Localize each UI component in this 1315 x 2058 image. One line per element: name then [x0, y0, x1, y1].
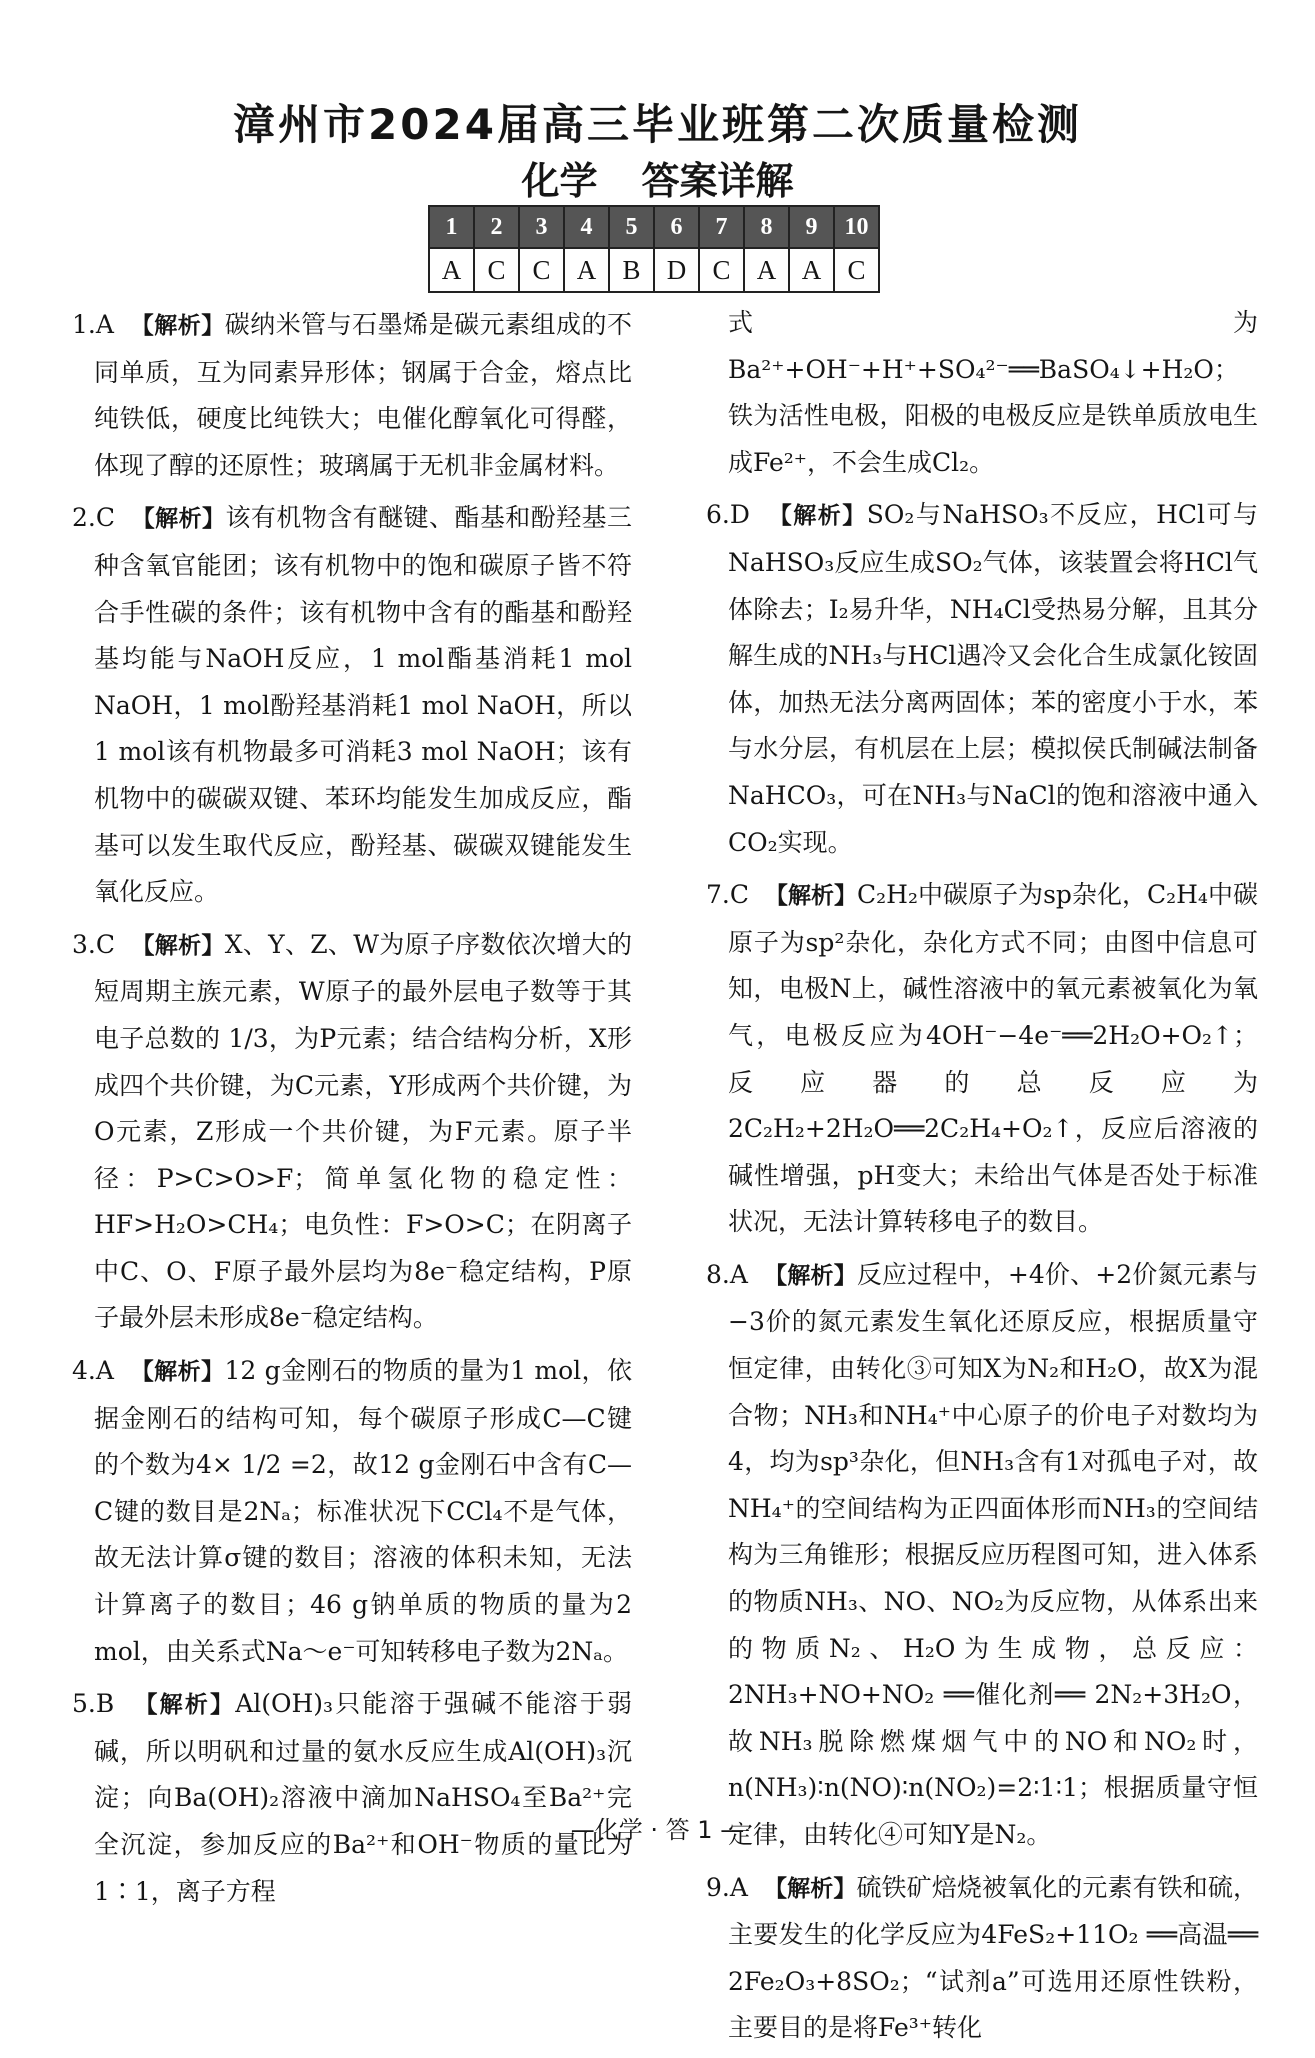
explanation-item [72, 1348, 632, 1675]
explanation-text: 反应过程中，+4价、+2价氮元素与−3价的氮元素发生氧化还原反应，根据质量守恒定律，由转化③可知X为N₂和H₂O，故X为混合物；NH₃和NH₄⁺中心原子的价电子对数均为4，均为sp³杂化，但NH₃含有1对孤电子对，故NH₄⁺的空间结构为正四面体形而NH₃的空间结构为三角锥形；根据反应历程图可知，进入体系的物质NH₃、NO、NO₂为反应物，从体系出来的物质N₂、H₂O为生成物，总反应：2NH₃+NO+NO₂ ══催化剂══ 2N₂+3H₂O，故NH₃脱除燃煤烟气中的NO和NO₂时，n(NH₃)∶n(NO)∶n(NO₂)=2∶1∶1；根据质量守恒定律，由转化④可知Y是N₂。 [728, 1259, 1258, 1849]
answer-cell: C [519, 248, 564, 292]
analysis-label: 【解析】 [764, 1262, 857, 1289]
answer-cell: D [654, 248, 699, 292]
question-number: 4 [564, 206, 609, 248]
explanation-item [72, 495, 632, 915]
item-number: 9.A [706, 1872, 748, 1902]
explanation-item [72, 302, 632, 489]
question-number: 9 [789, 206, 834, 248]
answer-cell: A [789, 248, 834, 292]
analysis-label: 【解析】 [131, 932, 225, 959]
answer-cell: C [834, 248, 879, 292]
answer-cell: A [744, 248, 789, 292]
explanation-text: Al(OH)₃只能溶于强碱不能溶于弱碱，所以明矾和过量的氨水反应生成Al(OH)₃沉淀；向Ba(OH)₂溶液中滴加NaHSO₄至Ba²⁺完全沉淀，参加反应的Ba²⁺和OH⁻物质的量比为1∶1，离子方程 [94, 1689, 632, 1906]
explanation-item [706, 872, 1258, 1246]
explanation-item [72, 922, 632, 1342]
answer-cell: B [609, 248, 654, 292]
page-title: 漳州市2024届高三毕业班第二次质量检测 [233, 100, 1082, 149]
analysis-label: 【解析】 [131, 506, 226, 533]
answer-key-numbers-row [429, 206, 879, 248]
analysis-label: 【解析】 [134, 1692, 236, 1719]
question-number: 2 [474, 206, 519, 248]
explanation-text: 式为Ba²⁺+OH⁻+H⁺+SO₄²⁻══BaSO₄↓+H₂O；铁为活性电极，阳极的电极反应是铁单质放电生成Fe²⁺，不会生成Cl₂。 [728, 308, 1258, 477]
left-column [72, 302, 632, 1921]
explanation-continuation [706, 300, 1258, 486]
explanation-item [706, 1252, 1258, 1859]
right-column [706, 300, 1258, 2058]
subject-label: 化学 [521, 159, 598, 203]
analysis-label: 【解析】 [768, 503, 867, 530]
question-number: 10 [834, 206, 879, 248]
question-number: 8 [744, 206, 789, 248]
explanation-item [706, 1865, 1258, 2052]
item-number: 6.D [706, 500, 750, 530]
answer-cell: A [429, 248, 474, 292]
item-number: 7.C [706, 880, 749, 910]
item-number: 4.A [72, 1356, 114, 1386]
item-number: 1.A [72, 310, 114, 339]
item-number: 8.A [706, 1259, 748, 1289]
item-number: 2.C [72, 503, 115, 533]
analysis-label: 【解析】 [764, 883, 857, 910]
analysis-label: 【解析】 [130, 1359, 225, 1386]
explanation-text: X、Y、Z、W为原子序数依次增大的短周期主族元素，W原子的最外层电子数等于其电子总数的 1/3，为P元素；结合结构分析，X形成四个共价键，为C元素，Y形成两个共价键，为O元素，Z形成一个共价键，为F元素。原子半径：P>C>O>F；简单氢化物的稳定性：HF>H₂O>CH₄；电负性：F>O>C；在阴离子中C、O、F原子最外层均为8e⁻稳定结构，P原子最外层未形成8e⁻稳定结构。 [94, 929, 633, 1333]
explanation-text: 碳纳米管与石墨烯是碳元素组成的不同单质，互为同素异形体；钢属于合金，熔点比纯铁低，硬度比纯铁大；电催化醇氧化可得醛，体现了醇的还原性；玻璃属于无机非金属材料。 [94, 310, 632, 480]
explanation-text: C₂H₂中碳原子为sp杂化，C₂H₄中碳原子为sp²杂化，杂化方式不同；由图中信息可知，电极N上，碱性溶液中的氧元素被氧化为氧气，电极反应为4OH⁻−4e⁻══2H₂O+O₂↑；反应器的总反应为2C₂H₂+2H₂O══2C₂H₄+O₂↑，反应后溶液的碱性增强，pH变大；未给出气体是否处于标准状况，无法计算转移电子的数目。 [728, 880, 1258, 1237]
question-number: 3 [519, 206, 564, 248]
explanation-item [72, 1681, 632, 1915]
question-number: 1 [429, 206, 474, 248]
explanation-text: 该有机物含有醚键、酯基和酚羟基三种含氧官能团；该有机物中的饱和碳原子皆不符合手性碳的条件；该有机物中含有的酯基和酚羟基均能与NaOH反应，1 mol酯基消耗1 mol NaOH，1 mol酚羟基消耗1 mol NaOH，所以1 mol该有机物最多可消耗3 mol NaOH；该有机物中的碳碳双键、苯环均能发生加成反应，酯基可以发生取代反应，酚羟基、碳碳双键能发生氧化反应。 [94, 503, 632, 907]
explanation-text: 12 g金刚石的物质的量为1 mol，依据金刚石的结构可知，每个碳原子形成C—C键的个数为4× 1/2 =2，故12 g金刚石中含有C—C键的数目是2Nₐ；标准状况下CCl₄不是气体，故无法计算σ键的数目；溶液的体积未知，无法计算离子的数目；46 g钠单质的物质的量为2 mol，由关系式Na～e⁻可知转移电子数为2Nₐ。 [94, 1356, 632, 1666]
analysis-label: 【解析】 [764, 1875, 857, 1902]
item-number: 5.B [72, 1689, 115, 1719]
answer-cell: A [564, 248, 609, 292]
page-subtitle [0, 150, 1315, 205]
answer-cell: C [699, 248, 744, 292]
question-number: 7 [699, 206, 744, 248]
page-footer: —化学 · 答 1 — [570, 1816, 745, 1844]
item-number: 3.C [72, 929, 115, 959]
answer-kind-label: 答案详解 [641, 159, 794, 203]
explanation-text: SO₂与NaHSO₃不反应，HCl可与NaHSO₃反应生成SO₂气体，该装置会将HCl气体除去；I₂易升华，NH₄Cl受热易分解，且其分解生成的NH₃与HCl遇冷又会化合生成氯化铵固体，加热无法分离两固体；苯的密度小于水，苯与水分层，有机层在上层；模拟侯氏制碱法制备NaHCO₃，可在NH₃与NaCl的饱和溶液中通入CO₂实现。 [728, 500, 1259, 857]
explanation-text: 硫铁矿焙烧被氧化的元素有铁和硫，主要发生的化学反应为4FeS₂+11O₂ ══高温══ 2Fe₂O₃+8SO₂；“试剂a”可选用还原性铁粉，主要目的是将Fe³⁺转化 [728, 1872, 1258, 2043]
answer-key-answers-row [429, 248, 879, 292]
answer-key-table [428, 205, 880, 293]
answer-cell: C [474, 248, 519, 292]
explanation-item [706, 492, 1258, 866]
analysis-label: 【解析】 [130, 313, 225, 339]
question-number: 5 [609, 206, 654, 248]
question-number: 6 [654, 206, 699, 248]
